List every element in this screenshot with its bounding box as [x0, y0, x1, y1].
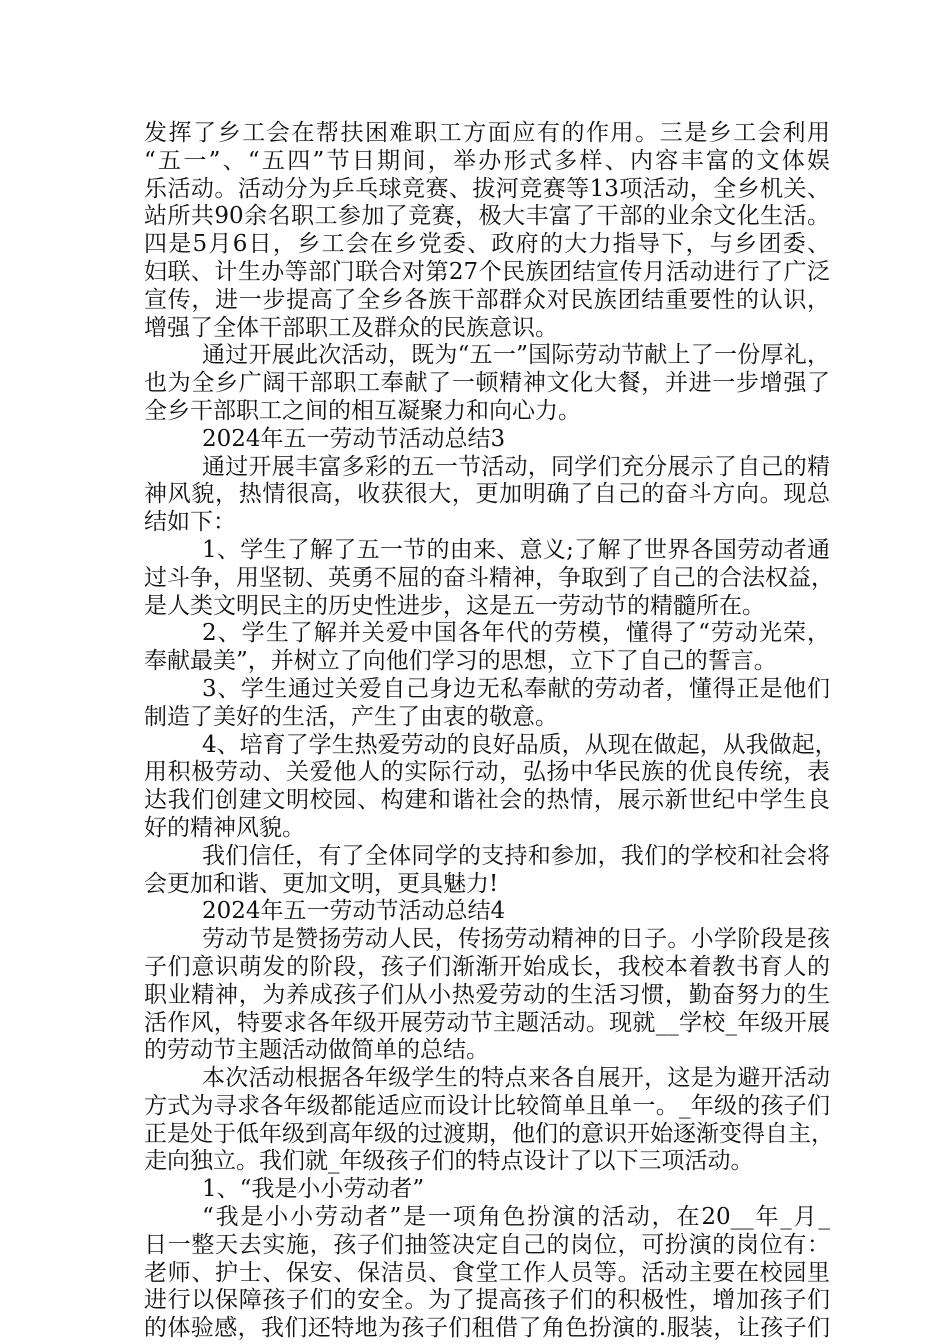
text-line: 1、学生了解了五一节的由来、意义;了解了世界各国劳动者通: [202, 536, 830, 563]
text-line: 进行以保障孩子们的安全。为了提高孩子们的积极性，增加孩子们: [144, 1287, 830, 1314]
text-line: 乐活动。活动分为乒乓球竞赛、拔河竞赛等13项活动，全乡机关、: [144, 175, 830, 202]
text-line: 站所共90余名职工参加了竞赛，极大丰富了干部的业余文化生活。: [144, 203, 830, 230]
text-line: 劳动节是赞扬劳动人民，传扬劳动精神的日子。小学阶段是孩: [202, 926, 830, 953]
text-line: 子们意识萌发的阶段，孩子们渐渐开始成长，我校本着教书育人的: [144, 953, 830, 980]
text-line: 的体验感，我们还特地为孩子们租借了角色扮演的.服装，让孩子们: [144, 1315, 830, 1342]
text-line: 达我们创建文明校园、构建和谐社会的热情，展示新世纪中学生良: [144, 787, 830, 814]
text-line: 2、学生了解并关爱中国各年代的劳模，懂得了“劳动光荣，: [202, 620, 830, 647]
text-line: 日一整天去实施，孩子们抽签决定自己的岗位，可扮演的岗位有：: [144, 1231, 830, 1258]
text-line: 发挥了乡工会在帮扶困难职工方面应有的作用。三是乡工会利用: [144, 120, 830, 146]
text-line: 的劳动节主题活动做简单的总结。: [144, 1037, 489, 1064]
text-line: 增强了全体干部职工及群众的民族意识。: [144, 314, 558, 341]
text-line: 通过开展丰富多彩的五一节活动，同学们充分展示了自己的精: [202, 453, 830, 480]
text-line: 是人类文明民主的历史性进步，这是五一劳动节的精髓所在。: [144, 592, 765, 619]
text-line: 我们信任，有了全体同学的支持和参加，我们的学校和社会将: [202, 842, 830, 869]
text-line: 神风貌，热情很高，收获很大，更加明确了自己的奋斗方向。现总: [144, 481, 830, 508]
text-line: 四是5月6日，乡工会在乡党委、政府的大力指导下，与乡团委、: [144, 231, 830, 258]
text-line: 会更加和谐、更加文明，更具魅力!: [144, 870, 499, 897]
text-line: 4、培育了学生热爱劳动的良好品质，从现在做起，从我做起，: [202, 731, 838, 758]
text-line: “五一”、“五四”节日期间，举办形式多样、内容丰富的文体娱: [144, 147, 830, 174]
text-line: 正是处于低年级到高年级的过渡期，他们的意识开始逐渐变得自主，: [144, 1120, 834, 1147]
text-line: 3、学生通过关爱自己身边无私奉献的劳动者，懂得正是他们: [202, 675, 830, 702]
text-line: 2024年五一劳动节活动总结4: [202, 898, 506, 925]
text-line: 用积极劳动、关爱他人的实际行动，弘扬中华民族的优良传统，表: [144, 759, 830, 786]
text-line: 全乡干部职工之间的相互凝聚力和向心力。: [144, 397, 581, 424]
text-line: 1、“我是小小劳动者”: [202, 1176, 425, 1203]
text-line: 过斗争，用坚韧、英勇不屈的奋斗精神，争取到了自己的合法权益，: [144, 564, 834, 591]
text-line: 2024年五一劳动节活动总结3: [202, 425, 506, 452]
text-line: 妇联、计生办等部门联合对第27个民族团结宣传月活动进行了广泛: [144, 258, 830, 285]
text-line: 奉献最美”，并树立了向他们学习的思想，立下了自己的誓言。: [144, 648, 777, 675]
text-line: 活作风，特要求各年级开展劳动节主题活动。现就__学校_年级开展: [144, 1009, 830, 1036]
text-line: “我是小小劳动者”是一项角色扮演的活动，在20__年_月_: [202, 1204, 830, 1231]
text-line: 好的精神风貌。: [144, 814, 305, 841]
text-line: 老师、护士、保安、保洁员、食堂工作人员等。活动主要在校园里: [144, 1259, 830, 1286]
text-line: 通过开展此次活动，既为“五一”国际劳动节献上了一份厚礼，: [202, 342, 830, 369]
text-line: 宣传，进一步提高了全乡各族干部群众对民族团结重要性的认识，: [144, 286, 830, 313]
text-line: 走向独立。我们就_年级孩子们的特点设计了以下三项活动。: [144, 1148, 754, 1175]
text-line: 结如下：: [144, 509, 236, 536]
document-page: [144, 120, 838, 1343]
text-line: 职业精神，为养成孩子们从小热爱劳动的生活习惯，勤奋努力的生: [144, 981, 830, 1008]
text-line: 方式为寻求各年级都能适应而设计比较简单且单一。_年级的孩子们: [144, 1092, 830, 1119]
text-line: 制造了美好的生活，产生了由衷的敬意。: [144, 703, 558, 730]
text-line: 本次活动根据各年级学生的特点来各自展开，这是为避开活动: [202, 1065, 830, 1092]
text-line: 也为全乡广阔干部职工奉献了一顿精神文化大餐，并进一步增强了: [144, 370, 830, 397]
